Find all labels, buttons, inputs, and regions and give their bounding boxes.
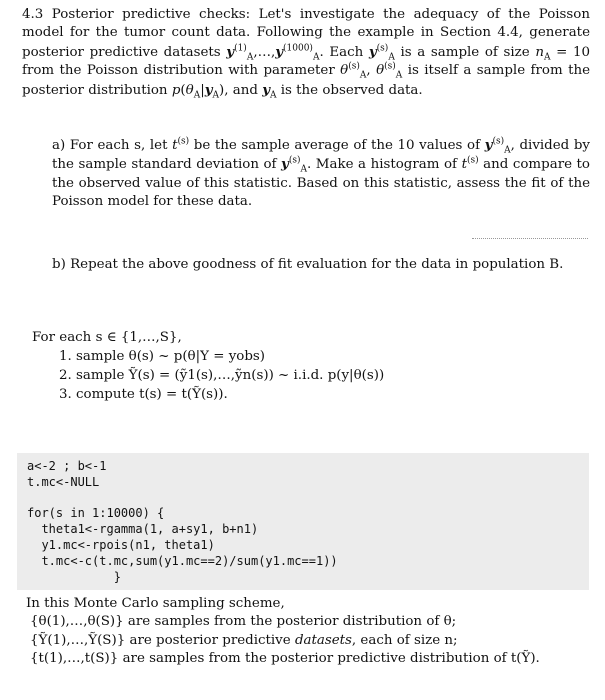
code-text: a<-2 ; b<-1 t.mc<-NULL for(s in 1:10000) { theta1<-rgamma(1, a+sy1, b+n1) y1.mc<-rpois(n1, theta1) t.mc<-c(t.mc,sum(y1.mc==2)/sum(y1.mc==1)) } (27, 459, 338, 584)
algorithm-header: For each s ∈ {1,…,S}, (32, 330, 182, 345)
problem-title: Posterior predictive checks: (51, 7, 251, 22)
part-a-label: a) (52, 138, 66, 153)
mc-line-datasets: {Ỹ(1),…,Ỹ(S)} are posterior predictive datasets, each of size n; (30, 632, 458, 648)
part-b: b) Repeat the above goodness of fit evaluation for the data in population B. (52, 257, 564, 272)
algorithm-step-1: 1. sample θ(s) ~ p(θ|Y = yobs) (59, 349, 265, 364)
mc-line-theta: {θ(1),…,θ(S)} are samples from the posterior distribution of θ; (30, 614, 457, 630)
problem-number: 4.3 (22, 7, 44, 22)
algorithm (32, 328, 384, 404)
part-a: a) For each s, let $t^{(s)}$ be the sample average of the 10 values of $y^{(s)}_A$, divided by the sample standard deviation of $y^{(s)}_A$. Make a histogram of $t^{(s)}$ and compare to the observed value of this statistic. Based on this statistic, assess the fit of the Poisson model for these data. (52, 136, 591, 210)
mc-intro: In this Monte Carlo sampling scheme, (26, 596, 285, 611)
problem-statement: 4.3 Posterior predictive checks: Let's investigate the adequacy of the Poisson model for the tumor count data. Following the example in Section 4.4, generate posterior predictive datasets $y^{(1)}_A,\dots,y^{(1000)}_A$. Each $y^{(s)}_A$ is a sample of size $n_A = 10$ from the Poisson distribution with parameter $\theta^{(s)}_A$, $\theta^{(s)}_A$ is itself a sample from the posterior distribution $p(\theta_A|y_A)$, and $y_A$ is the observed data. (22, 7, 591, 101)
mc-line-statistic: {t(1),…,t(S)} are samples from the posterior predictive distribution of t(Ỹ). (30, 651, 540, 667)
algorithm-step-2: 2. sample Ỹ(s) = (ỹ1(s),…,ỹn(s)) ~ i.i.d. p(y|θ(s)) (59, 368, 385, 383)
monte-carlo-description (26, 595, 596, 669)
r-code-block (17, 453, 589, 590)
algorithm-step-3: 3. compute t(s) = t(Ỹ(s)). (59, 387, 228, 402)
divider (472, 238, 588, 239)
part-b-label: b) (52, 257, 66, 272)
